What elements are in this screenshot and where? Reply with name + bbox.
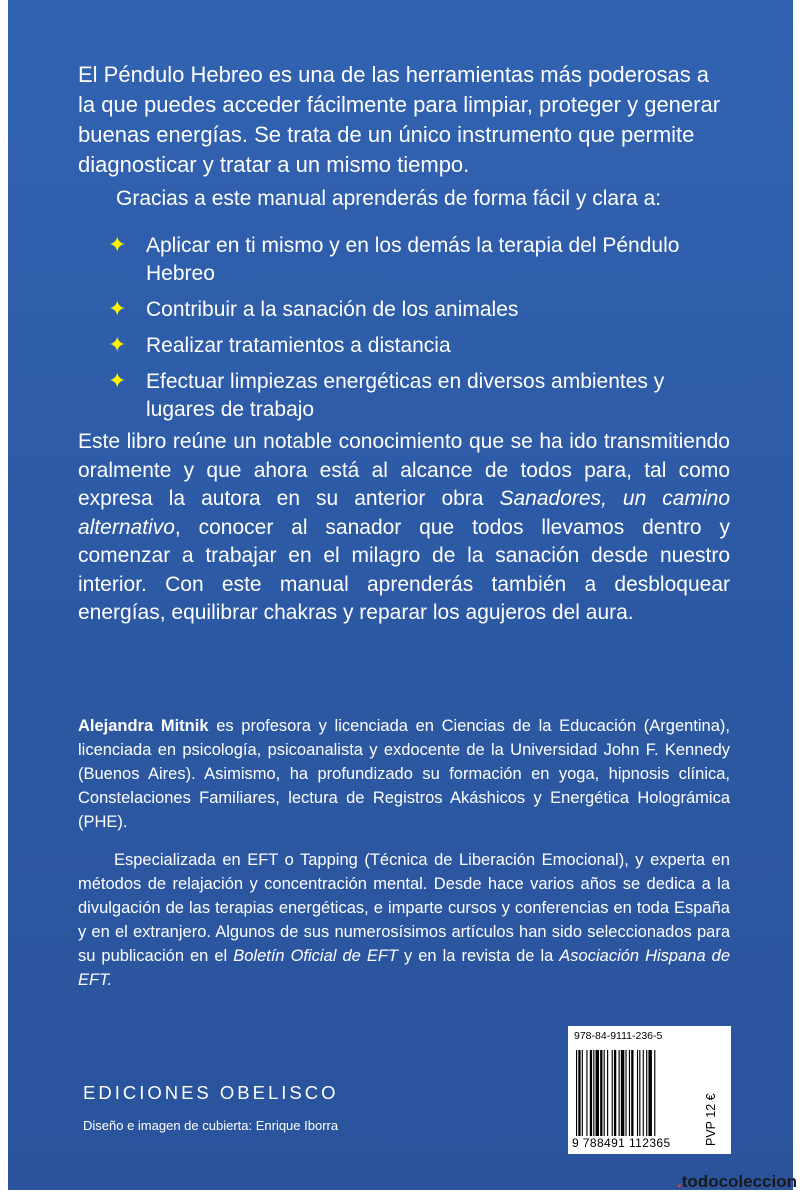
benefit-text: Realizar tratamientos a distancia: [146, 334, 451, 357]
benefit-text: Efectuar limpiezas energéticas en diversos ambientes y lugares de trabajo: [146, 370, 665, 421]
benefit-item: [108, 232, 728, 288]
back-cover: [8, 0, 793, 1190]
yellow-star-icon: ✦: [108, 296, 127, 321]
previous-book-title: Sanadores, un camino alternativo: [78, 487, 730, 539]
cover-credit: Diseño e imagen de cubierta: Enrique Iborra: [83, 1118, 339, 1133]
author-bio: [78, 714, 730, 834]
yellow-star-icon: ✦: [108, 332, 127, 357]
benefit-item: [108, 296, 728, 324]
body-paragraph: [78, 428, 730, 628]
isbn-number: 978-84-9111-236-5: [574, 1030, 663, 1042]
yellow-star-icon: ✦: [108, 232, 127, 257]
bio-text: y en la revista de la: [397, 947, 560, 965]
benefit-list: [108, 232, 728, 432]
body-text: , conocer al sanador que todos llevamos dentro y comenzar a trabajar en el milagro de la sanación desde nuestro interior. Con este manual aprenderás también a desbloquear energías, equilibrar chakras y reparar los agujeros del aura.: [78, 515, 730, 624]
benefit-item: [108, 368, 728, 424]
publisher-name: EDICIONES OBELISCO: [83, 1082, 339, 1103]
lead-sentence: Gracias a este manual aprenderás de forma fácil y clara a:: [116, 187, 662, 210]
barcode-label: [568, 1026, 731, 1154]
benefit-item: [108, 332, 728, 360]
watermark-text: todocoleccion: [681, 1172, 797, 1191]
price-label: PVP 12 €: [704, 1093, 718, 1146]
benefit-text: Aplicar en ti mismo y en los demás la terapia del Péndulo Hebreo: [146, 234, 680, 285]
author-bio-text: es profesora y licenciada en Ciencias de la Educación (Argentina), licenciada en psicología, psicoanalista y exdocente de la Universidad John F. Kennedy (Buenos Aires). Asimismo, ha profundizado su formación en yoga, hipnosis clínica, Constelaciones Familiares, lectura de Registros Akáshicos y Energética Holográmica (PHE).: [78, 717, 730, 831]
body-text: Este libro reúne un notable conocimiento que se ha ido transmitiendo oralmente y que ahora está al alcance de todos para, tal como expresa la autora en su anterior obra: [78, 430, 730, 510]
yellow-star-icon: ✦: [108, 368, 127, 393]
watermark-dot: .: [677, 1172, 682, 1191]
benefit-text: Contribuir a la sanación de los animales: [146, 298, 519, 321]
author-name: Alejandra Mitnik: [78, 717, 209, 735]
barcode-icon: [576, 1050, 696, 1136]
watermark: [677, 1172, 797, 1192]
association-title: Asociación Hispana de EFT.: [78, 947, 731, 989]
barcode-digits: 9 788491 112365: [572, 1136, 671, 1150]
bio-text: Especializada en EFT o Tapping (Técnica de Liberación Emocional), y experta en métodos de relajación y concentración mental. Desde hace varios años se dedica a la divulgación de las terapias energéticas, e imparte cursos y conferencias en toda España y en el extranjero. Algunos de sus numerosísimos artículos han sido seleccionados para su publicación en el: [78, 851, 730, 965]
intro-paragraph: El Péndulo Hebreo es una de las herramientas más poderosas a la que puedes acceder fácilmente para limpiar, proteger y generar buenas energías. Se trata de un único instrumento que permite diagnosticar y tratar a un mismo tiempo.: [78, 62, 721, 177]
author-bio-continued: [78, 848, 730, 992]
publication-title: Boletín Oficial de EFT: [233, 947, 398, 965]
